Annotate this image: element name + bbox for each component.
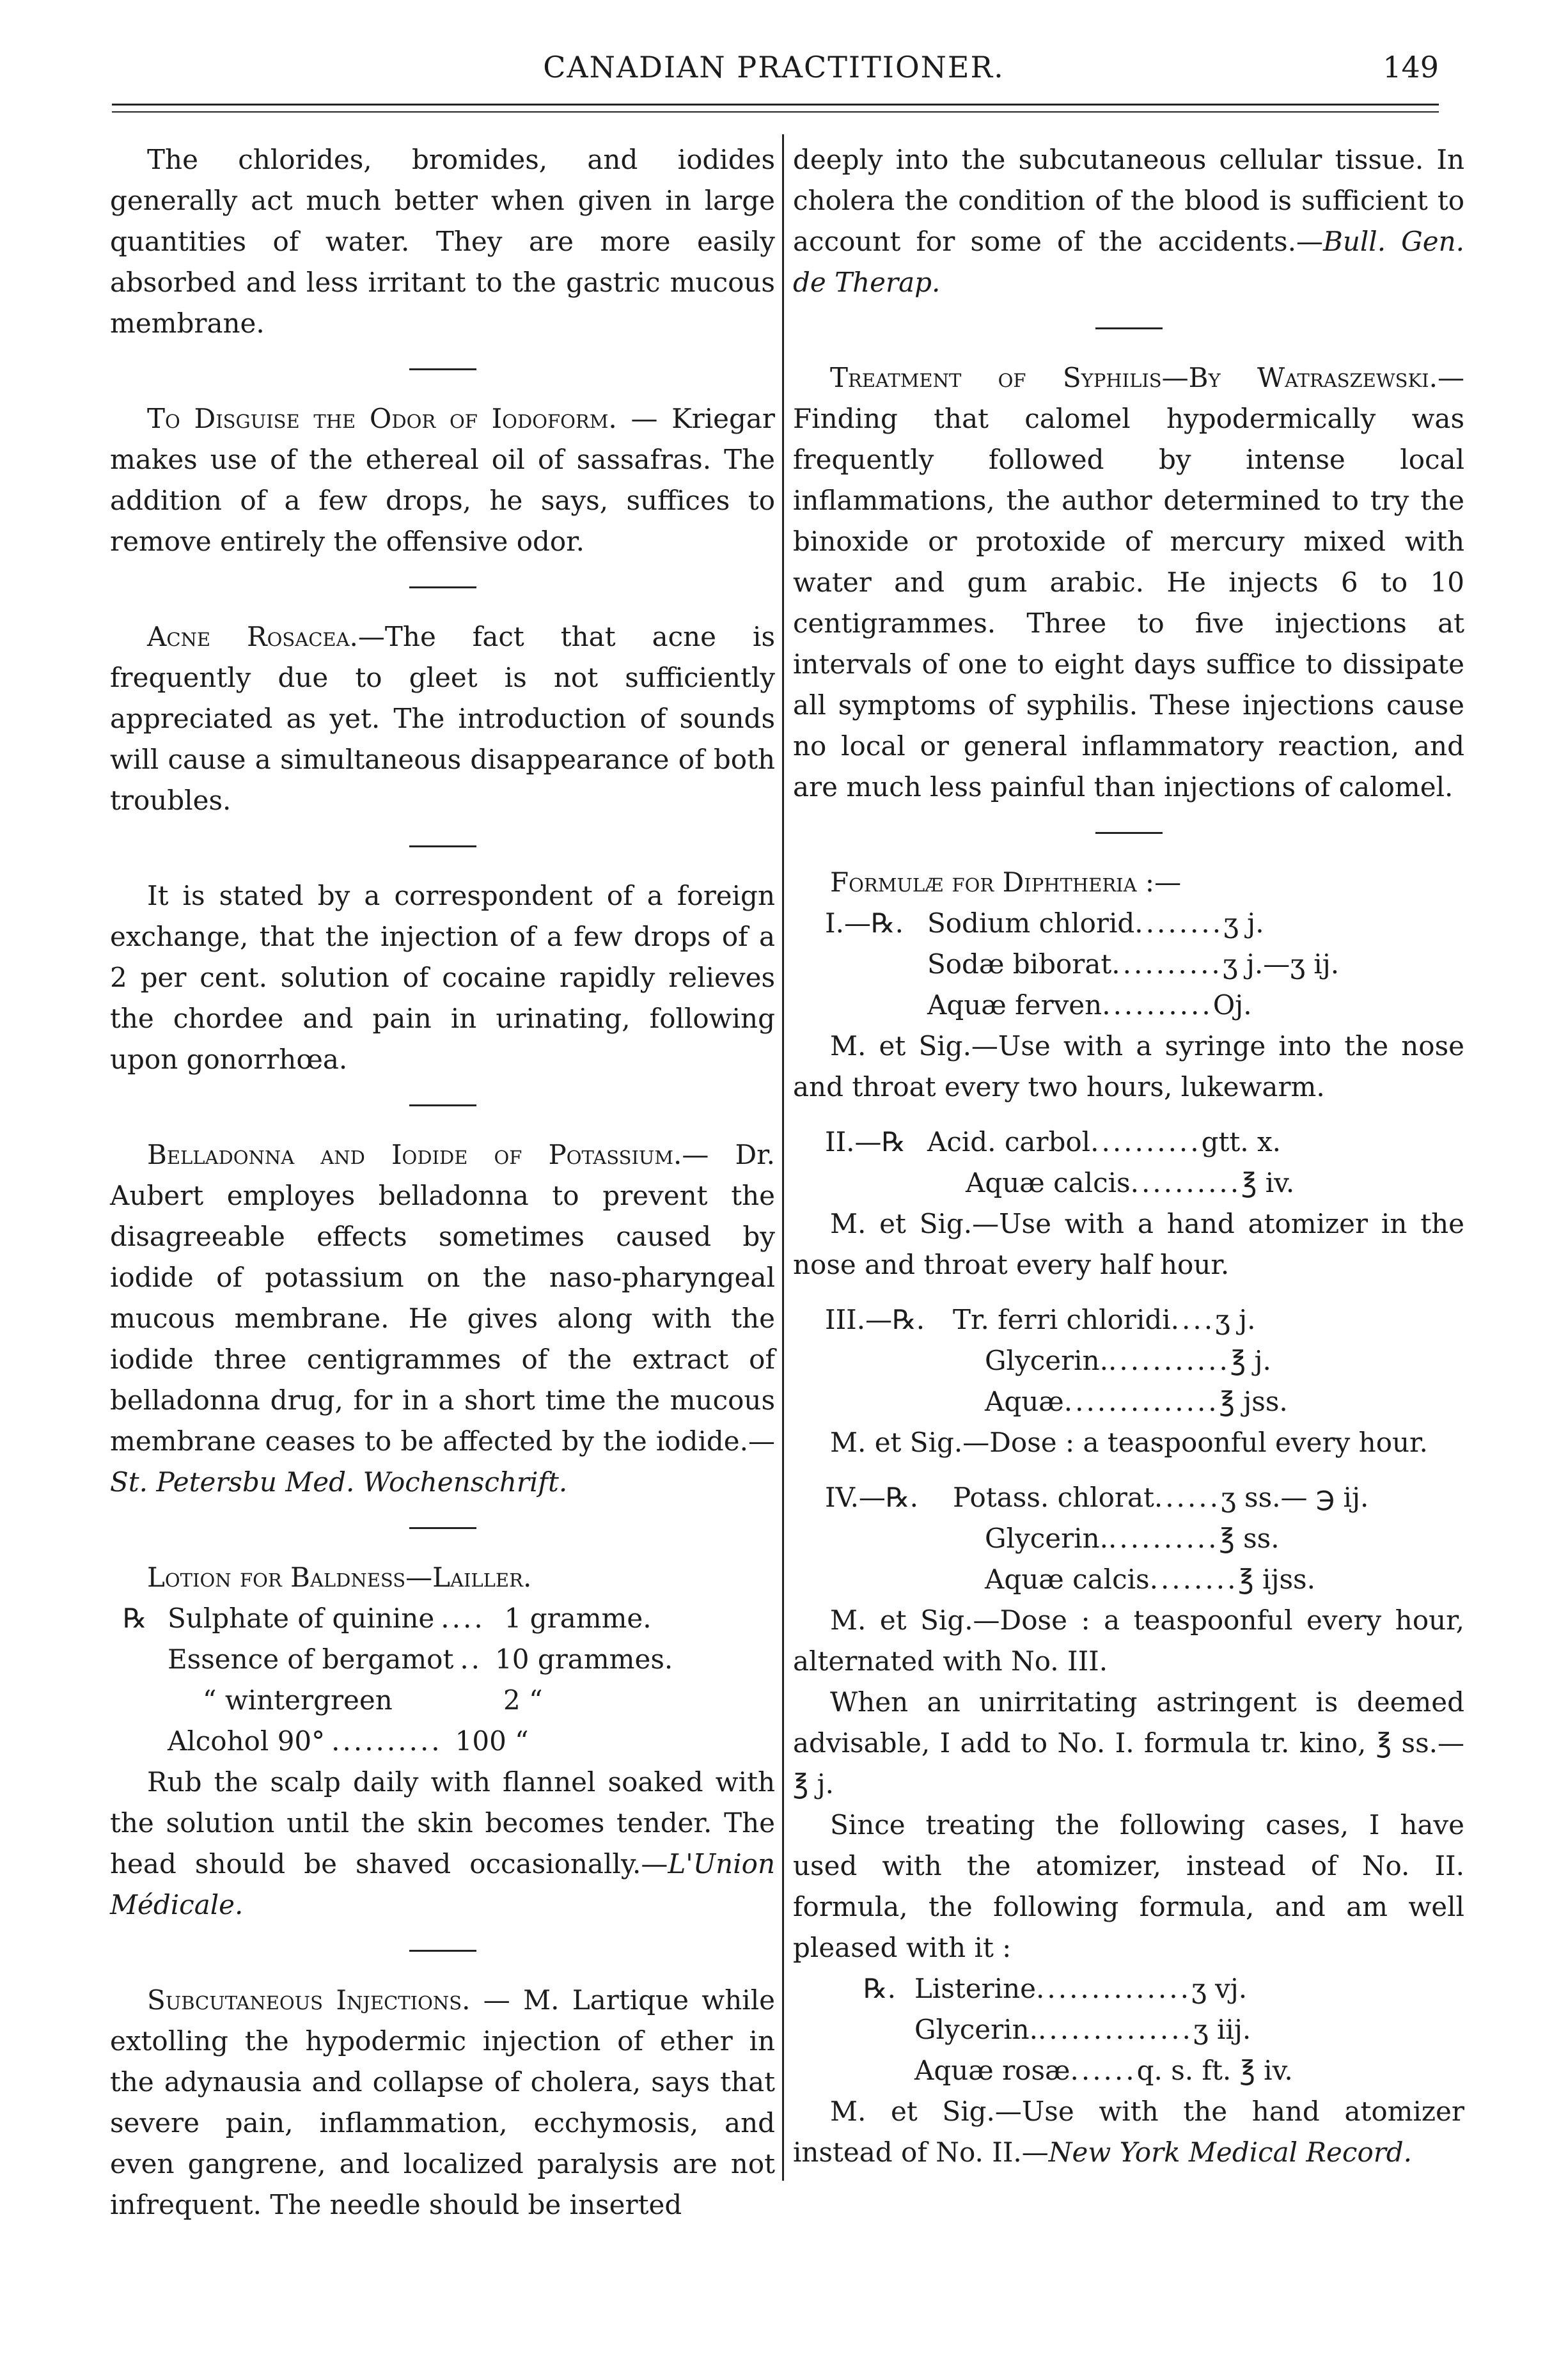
acne-heading: Acne Rosacea.: [147, 621, 358, 652]
continuation-paragraph: [793, 139, 1464, 303]
lotion-source: L'Union Médicale.: [110, 1848, 775, 1920]
subcutaneous-paragraph: [110, 1980, 775, 2225]
ingredient-name: “ wintergreen: [203, 1684, 393, 1716]
ingredient-qty: ℥ ss.: [1219, 1523, 1280, 1554]
ingredient-name: Aquæ: [985, 1386, 1064, 1417]
ingredient-name: Glycerin.: [985, 1345, 1108, 1376]
section-separator: [409, 368, 476, 370]
formula-line: [825, 903, 1464, 944]
prescription-line: [123, 1680, 775, 1721]
formula-line: [863, 1968, 1464, 2009]
final-sig: M. et Sig.—Use with the hand atomizer instead of No. II.—: [793, 2096, 1464, 2168]
ingredient-qty: q. s. ft. ℥ iv.: [1136, 2055, 1293, 2086]
belladonna-paragraph: [110, 1134, 775, 1503]
cocaine-paragraph: It is stated by a correspondent of a foreign exchange, that the injection of a few drops of a 2 per cent. solution of cocaine rapidly relieves the chordee and pain in urinating, following upon gonorrhœa.: [110, 880, 775, 1075]
ingredient-name: Listerine: [914, 1973, 1037, 2004]
formula-line: [825, 1559, 1464, 1600]
dot-leader: ..............: [1063, 1386, 1219, 1417]
syphilis-body: —Finding that calomel hypodermically was frequently followed by intense local inflammations, the author determined to try the binoxide or protoxide of mercury mixed with water and gum arabic. He injects 6 to 10 centigrammes. Three to five injections at intervals of one to eight days suffice to dissipate all symptoms of syphilis. These injections cause no local or general inflammatory reaction, and are much less painful than injections of calomel.: [793, 362, 1464, 803]
dot-leader: ..: [460, 1644, 483, 1675]
continuation-source: Bull. Gen. de Therap.: [793, 226, 1464, 298]
formula-sig: M. et Sig.—Dose : a teaspoonful every hour, alternated with No. III.: [793, 1605, 1464, 1677]
syphilis-paragraph: [793, 357, 1464, 808]
dot-leader: ....: [441, 1603, 485, 1634]
left-column: [110, 139, 775, 2225]
running-title: CANADIAN PRACTITIONER.: [543, 50, 1005, 84]
formula-line: [863, 2050, 1464, 2091]
ingredient-name: Sodium chlorid: [927, 907, 1135, 939]
ingredient-qty: ʒ j.: [1215, 1304, 1256, 1335]
subcutaneous-heading: Subcutaneous Injections.: [147, 1984, 471, 2016]
dot-leader: ..........: [331, 1725, 443, 1757]
ingredient-name: Aquæ calcis: [985, 1564, 1150, 1595]
formula-line: [825, 1340, 1464, 1381]
section-separator: [409, 1104, 476, 1106]
ingredient-qty: Oj.: [1212, 989, 1252, 1021]
formula-label: IV.—℞.: [825, 1482, 918, 1513]
ingredient-qty: ℥ jss.: [1219, 1386, 1288, 1417]
formula-line: [863, 2009, 1464, 2050]
formula-line: [825, 1163, 1464, 1204]
diphtheria-heading: Formulæ for Diphtheria :—: [830, 867, 1182, 898]
ingredient-name: Aquæ ferven: [927, 989, 1102, 1021]
dot-leader: ..........: [1090, 1126, 1202, 1157]
ingredient-name: Glycerin.: [985, 1523, 1108, 1554]
formula-block: [793, 1968, 1464, 2091]
page-header: [109, 50, 1439, 95]
formula-block: [793, 1299, 1464, 1422]
ingredient-name: Sodæ biborat: [927, 948, 1112, 980]
acne-body: —The fact that acne is frequently due to gleet is not sufficiently appreciated as yet. The introduction of sounds will cause a simultaneous disappearance of both troubles.: [110, 621, 776, 816]
ingredient-qty: ʒ vj.: [1191, 1973, 1248, 2004]
ingredient-qty: ʒ j.: [1223, 907, 1264, 939]
header-rule-bottom: [112, 111, 1439, 113]
formula-label: I.—℞.: [825, 907, 904, 939]
formula-line: [825, 944, 1464, 985]
belladonna-source: St. Petersbu Med. Wochenschrift.: [110, 1466, 568, 1498]
ingredient-name: Alcohol 90°: [168, 1725, 325, 1757]
final-sig-paragraph: [793, 2091, 1464, 2173]
ingredient-qty: ℥ j.: [1230, 1345, 1271, 1376]
lotion-prescription: [110, 1598, 775, 1762]
formula-sig: M. et Sig.—Dose : a teaspoonful every hour.: [830, 1427, 1428, 1458]
belladonna-body: — Dr. Aubert employes belladonna to prevent the disagreeable effects sometimes caused by iodide of potassium on the naso-pharyngeal mucous membrane. He gives along with the iodide three centigrammes of the extract of belladonna drug, for in a short time the mucous membrane ceases to be affected by the iodide.—: [110, 1139, 775, 1457]
ingredient-qty: 100 “: [455, 1725, 529, 1757]
chlorides-paragraph: The chlorides, bromides, and iodides generally act much better when given in large quantities of water. They are more easily absorbed and less irritant to the gastric mucous membrane.: [110, 144, 775, 339]
dot-leader: ......: [1070, 2055, 1137, 2086]
dot-leader: ........: [1149, 1564, 1239, 1595]
since-paragraph: Since treating the following cases, I have used with the atomizer, instead of No. II. formula, the following formula, and am well pleased with it :: [793, 1809, 1464, 1963]
column-divider: [782, 134, 784, 2181]
ingredient-qty: ℥ ijss.: [1238, 1564, 1315, 1595]
ingredient-name: Aquæ calcis: [966, 1167, 1131, 1198]
formula-line: [825, 1381, 1464, 1422]
formula-block: [793, 1122, 1464, 1204]
section-separator: [409, 1527, 476, 1529]
ingredient-qty: ʒ j.—ʒ ij.: [1222, 948, 1340, 980]
ingredient-name: Potass. chlorat: [953, 1482, 1154, 1513]
ingredient-qty: ʒ ss.— ℈ ij.: [1220, 1482, 1369, 1513]
final-source: New York Medical Record.: [1048, 2137, 1413, 2168]
formula-line: [825, 1299, 1464, 1340]
dot-leader: ........: [1134, 907, 1224, 939]
page-number: 149: [1383, 50, 1439, 84]
subcutaneous-body: — M. Lartique while extolling the hypodermic injection of ether in the adynausia and collapse of cholera, says that severe pain, inflammation, ecchymosis, and even gangrene, and localized paralysis are not infrequent. The needle should be inserted: [110, 1984, 775, 2220]
ingredient-name: Acid. carbol: [927, 1126, 1091, 1157]
dot-leader: ...........: [1108, 1345, 1230, 1376]
iodoform-paragraph: [110, 398, 775, 562]
ingredient-qty: 2 “: [503, 1684, 543, 1716]
dot-leader: ..........: [1130, 1167, 1242, 1198]
formula-label: ℞.: [863, 1973, 897, 2004]
ingredient-name: Aquæ rosæ: [914, 2055, 1070, 2086]
astringent-paragraph: When an unirritating astringent is deemed advisable, I add to No. I. formula tr. kino, ℥ ss.—℥ j.: [793, 1686, 1464, 1800]
dot-leader: ..........: [1108, 1523, 1219, 1554]
formula-label: II.—℞: [825, 1126, 906, 1157]
ingredient-name: Essence of bergamot: [168, 1644, 454, 1675]
section-separator: [1095, 832, 1163, 834]
ingredient-name: Glycerin.: [914, 2014, 1038, 2045]
right-column: [793, 139, 1464, 2173]
section-separator: [1095, 327, 1163, 329]
syphilis-heading: Treatment of Syphilis—By Watraszewski.: [830, 362, 1438, 393]
section-separator: [409, 845, 476, 847]
lotion-heading-line: [110, 1557, 775, 1598]
prescription-line: [123, 1639, 775, 1680]
continuation-body: deeply into the subcutaneous cellular tissue. In cholera the condition of the blood is sufficient to account for some of the accidents.—: [793, 144, 1464, 257]
belladonna-heading: Belladonna and Iodide of Potassium.: [147, 1139, 682, 1170]
formula-sig: M. et Sig.—Use with a hand atomizer in the nose and throat every half hour.: [793, 1208, 1464, 1280]
dot-leader: ..............: [1038, 2014, 1193, 2045]
ingredient-qty: ʒ iij.: [1193, 2014, 1251, 2045]
formula-line: [825, 1518, 1464, 1559]
formula-block: [793, 1477, 1464, 1600]
section-separator: [409, 1950, 476, 1952]
header-rule-top: [112, 104, 1439, 106]
lotion-paragraph: [110, 1762, 775, 1926]
dot-leader: ....: [1170, 1304, 1216, 1335]
ingredient-qty: ℥ iv.: [1241, 1167, 1295, 1198]
lotion-heading: Lotion for Baldness—Lailler.: [147, 1562, 532, 1593]
formula-label: III.—℞.: [825, 1304, 925, 1335]
ingredient-qty: 10 grammes.: [495, 1644, 673, 1675]
iodoform-heading: To Disguise the Odor of Iodoform.: [147, 403, 617, 434]
dot-leader: ......: [1154, 1482, 1221, 1513]
lotion-body: Rub the scalp daily with flannel soaked with the solution until the skin becomes tender. The head should be shaved occasionally.—: [110, 1766, 775, 1879]
rx-symbol: ℞: [123, 1603, 147, 1634]
dot-leader: ..............: [1036, 1973, 1191, 2004]
acne-paragraph: [110, 616, 775, 821]
formula-line: [825, 985, 1464, 1026]
dot-leader: ..........: [1102, 989, 1213, 1021]
formula-line: [825, 1122, 1464, 1163]
formula-sig: M. et Sig.—Use with a syringe into the nose and throat every two hours, lukewarm.: [793, 1030, 1464, 1102]
section-separator: [409, 586, 476, 588]
ingredient-qty: gtt. x.: [1201, 1126, 1282, 1157]
prescription-line: [123, 1721, 775, 1762]
ingredient-name: Sulphate of quinine: [168, 1603, 435, 1634]
iodoform-body: — Kriegar makes use of the ethereal oil of sassafras. The addition of a few drops, he says, suffices to remove entirely the offensive odor.: [110, 403, 775, 557]
formula-line: [825, 1477, 1464, 1518]
formula-block: [793, 903, 1464, 1026]
dot-leader: ..........: [1111, 948, 1223, 980]
diphtheria-heading-line: [793, 862, 1464, 903]
prescription-line: [123, 1598, 775, 1639]
ingredient-qty: 1 gramme.: [504, 1603, 652, 1634]
ingredient-name: Tr. ferri chloridi: [953, 1304, 1171, 1335]
